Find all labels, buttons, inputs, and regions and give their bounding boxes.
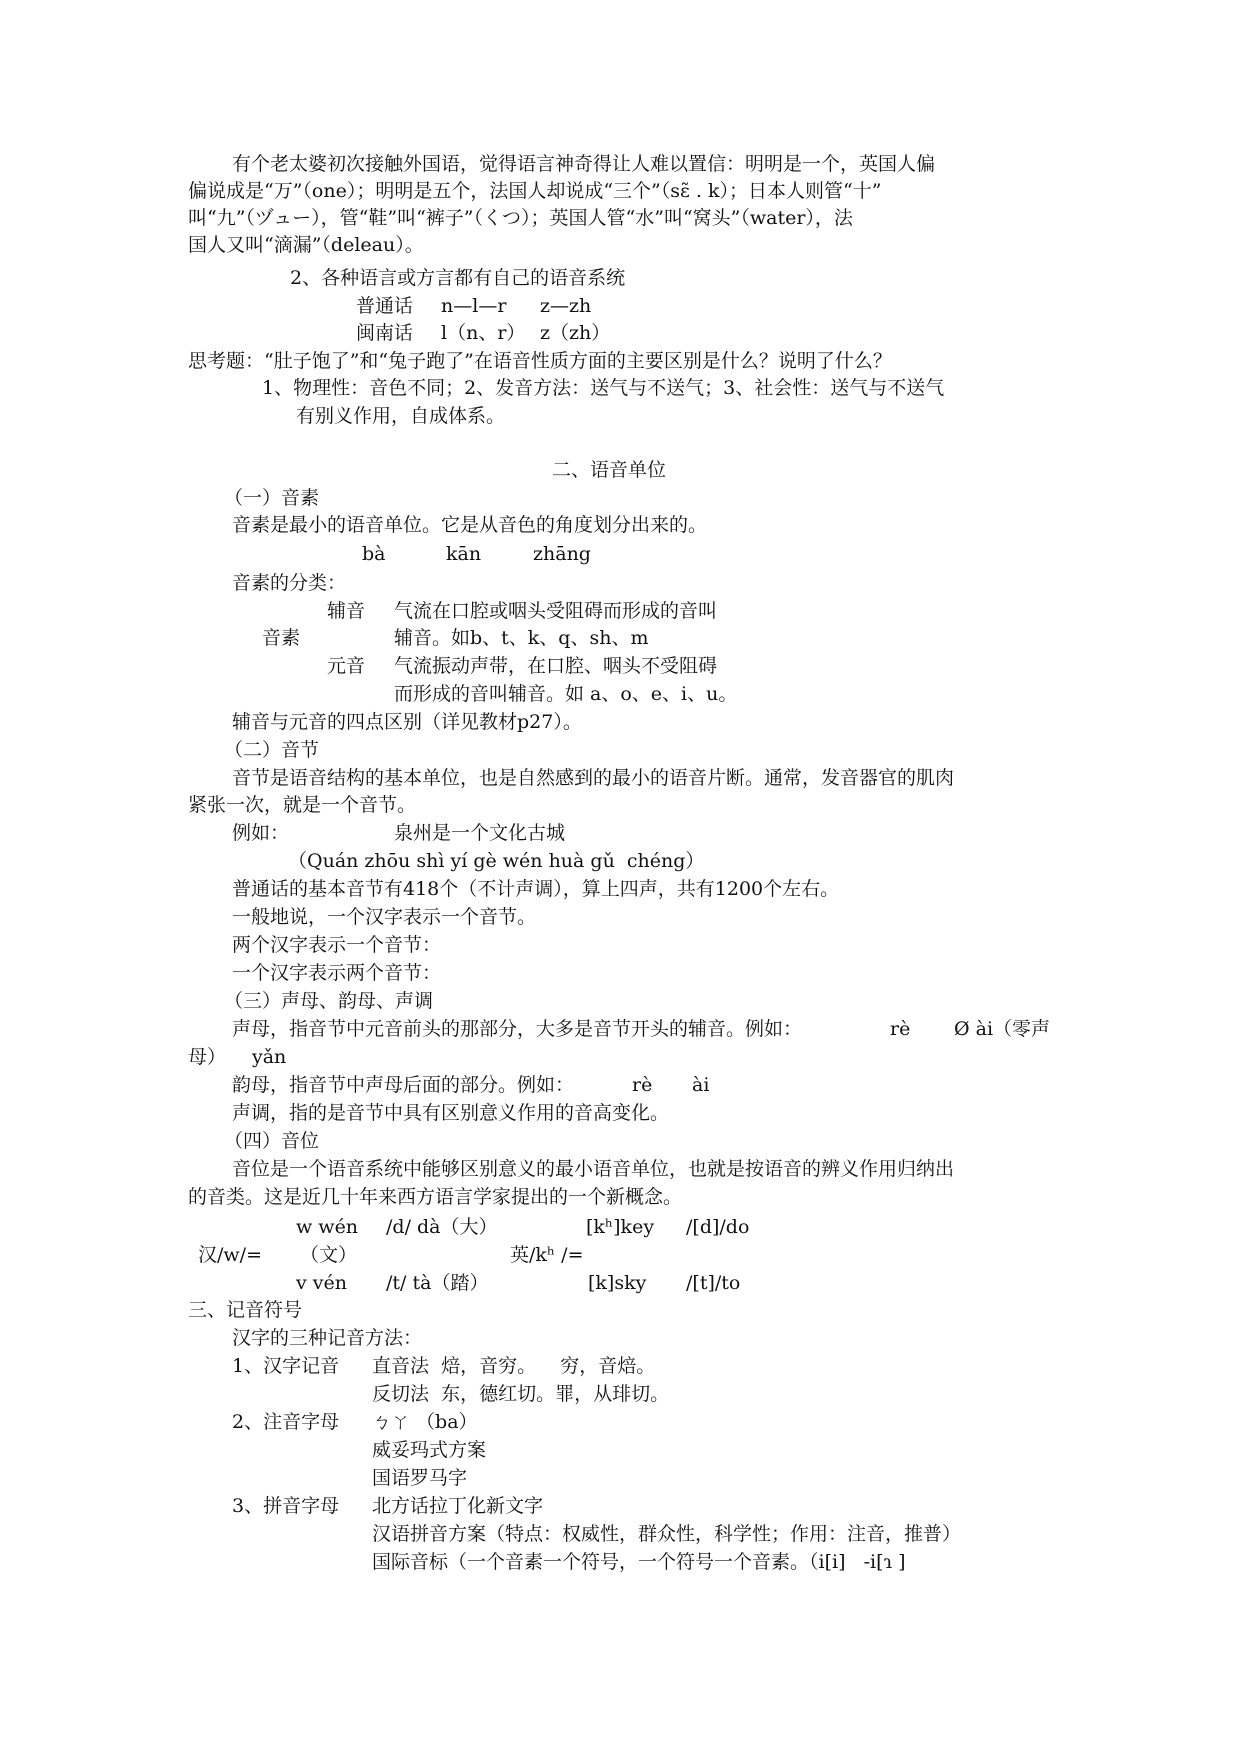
method2-a: ㄅㄚ （ba） bbox=[372, 1411, 478, 1433]
section2-title: 二、语音单位 bbox=[552, 459, 667, 481]
vowel-def-2: 而形成的音叫辅音。如 a、o、e、i、u。 bbox=[394, 683, 738, 705]
phonemes-r2c1: 汉/w/= bbox=[198, 1244, 262, 1266]
point2-row2-label: 闽南话 bbox=[356, 322, 414, 344]
syllable-example-text: 泉州是一个文化古城 bbox=[394, 822, 566, 844]
method3-label: 3、拼音字母 bbox=[232, 1495, 340, 1517]
phonemes-def-2: 的音类。这是近几十年来西方语言学家提出的一个新概念。 bbox=[188, 1186, 683, 1208]
method3-c: 国际音标（一个音素一个符号，一个符号一个音素。（i[i] -i[ɿ ] bbox=[372, 1551, 906, 1573]
intro-line-4: 国人又叫“滴漏”（deleau）。 bbox=[188, 234, 424, 256]
initial-example-3: yǎn bbox=[252, 1046, 287, 1068]
point2-row1-a: n—l—r bbox=[441, 295, 507, 317]
intro-line-1: 有个老太婆初次接触外国语，觉得语言神奇得让人难以置信：明明是一个，英国人偏 bbox=[232, 153, 936, 175]
phoneme-heading: （一）音素 bbox=[224, 487, 320, 509]
phonemes-heading: （四）音位 bbox=[224, 1130, 320, 1152]
phonemes-r3c3: [k]sky bbox=[588, 1272, 647, 1294]
point2-row2-a: l（n、r） bbox=[441, 322, 526, 344]
final-example-1: rè bbox=[632, 1074, 653, 1096]
point2-row2-b: z（zh） bbox=[540, 322, 611, 344]
method2-b: 威妥玛式方案 bbox=[372, 1439, 487, 1461]
phonemes-r1c1: w wén bbox=[296, 1216, 359, 1238]
method3-a: 北方话拉丁化新文字 bbox=[372, 1495, 544, 1517]
phoneme-example-1: bà bbox=[362, 543, 386, 565]
consonant-label: 辅音 bbox=[327, 600, 366, 622]
phoneme-example-2: kān bbox=[446, 543, 482, 565]
tone-def: 声调，指的是音节中具有区别意义作用的音高变化。 bbox=[232, 1102, 670, 1124]
phoneme-def: 音素是最小的语音单位。它是从音色的角度划分出来的。 bbox=[232, 514, 708, 536]
syllable-one-two: 一个汉字表示两个音节： bbox=[232, 962, 442, 984]
phonemes-r3c2: /t/ tà（踏） bbox=[386, 1272, 489, 1294]
syllable-def-2: 紧张一次，就是一个音节。 bbox=[188, 794, 417, 816]
phonemes-r1c4: /[d]/do bbox=[686, 1216, 750, 1238]
point2-row1-label: 普通话 bbox=[356, 295, 414, 317]
syllable-two-one: 两个汉字表示一个音节： bbox=[232, 934, 442, 956]
method2-c: 国语罗马字 bbox=[372, 1467, 468, 1489]
intro-line-3: 叫“九”（ヅュー），管“鞋”叫“裤子”（くつ）；英国人管“水”叫“窝头”（water），法 bbox=[188, 207, 853, 229]
final-def: 韵母，指音节中声母后面的部分。例如： bbox=[232, 1074, 575, 1096]
point2-row1-b: z—zh bbox=[540, 295, 592, 317]
syllable-example-label: 例如： bbox=[232, 822, 290, 844]
initial-def: 声母，指音节中元音前头的那部分，大多是音节开头的辅音。例如： bbox=[232, 1018, 803, 1040]
phonemes-r2c3: 英/kʰ /= bbox=[510, 1244, 584, 1266]
syllable-def-1: 音节是语音结构的基本单位，也是自然感到的最小的语音片断。通常，发音器官的肌肉 bbox=[232, 767, 955, 789]
question-text: 思考题：“肚子饱了”和“兔子跑了”在语音性质方面的主要区别是什么？说明了什么？ bbox=[188, 350, 892, 372]
point2-title: 2、各种语言或方言都有自己的语音系统 bbox=[290, 267, 626, 289]
phoneme-classify: 音素的分类： bbox=[232, 572, 347, 594]
vowel-label: 元音 bbox=[327, 655, 366, 677]
initials-heading: （三）声母、韵母、声调 bbox=[224, 990, 434, 1012]
syllable-count: 普通话的基本音节有418个（不计声调），算上四声，共有1200个左右。 bbox=[232, 878, 840, 900]
final-example-2: ài bbox=[692, 1074, 710, 1096]
phonemes-r1c3: [kʰ]key bbox=[586, 1216, 655, 1238]
question-answer-2: 有别义作用，自成体系。 bbox=[296, 405, 506, 427]
consonant-def-1: 气流在口腔或咽头受阻碍而形成的音叫 bbox=[394, 600, 718, 622]
section3-title: 三、记音符号 bbox=[188, 1299, 303, 1321]
consonant-def-2: 辅音。如b、t、k、q、sh、m bbox=[394, 627, 649, 649]
phoneme-center-label: 音素 bbox=[262, 627, 301, 649]
intro-line-2: 偏说成是“万”（one）；明明是五个，法国人却说成“三个”（sɛ̃ . k）；日本人则管“十” bbox=[188, 180, 882, 202]
phonemes-r1c2: /d/ dà（大） bbox=[386, 1216, 498, 1238]
syllable-example-pinyin: （Quán zhōu shì yí gè wén huà gǔ chéng） bbox=[288, 850, 705, 872]
syllable-general: 一般地说，一个汉字表示一个音节。 bbox=[232, 906, 537, 928]
method2-label: 2、注音字母 bbox=[232, 1411, 340, 1433]
method3-b: 汉语拼音方案（特点：权威性，群众性，科学性；作用：注音，推普） bbox=[372, 1523, 962, 1545]
initial-example-2: Ø ài（零声 bbox=[954, 1018, 1051, 1040]
phoneme-example-3: zhāng bbox=[533, 543, 591, 565]
phonemes-r3c4: /[t]/to bbox=[686, 1272, 741, 1294]
initial-cont: 母） bbox=[188, 1046, 227, 1068]
method1-label: 1、汉字记音 bbox=[232, 1355, 340, 1377]
method1-b: 反切法 东，德红切。罪，从琲切。 bbox=[372, 1383, 670, 1405]
question-answer-1: 1、物理性：音色不同；2、发音方法：送气与不送气；3、社会性：送气与不送气 bbox=[262, 377, 945, 399]
initial-example-1: rè bbox=[890, 1018, 911, 1040]
method1-a: 直音法 焙，音穷。 穷，音焙。 bbox=[372, 1355, 656, 1377]
phonemes-r2c2: （文） bbox=[300, 1244, 358, 1266]
vowel-def-1: 气流振动声带，在口腔、咽头不受阻碍 bbox=[394, 655, 718, 677]
phoneme-diff: 辅音与元音的四点区别（详见教材p27）。 bbox=[232, 711, 582, 733]
section3-intro: 汉字的三种记音方法： bbox=[232, 1327, 423, 1349]
syllable-heading: （二）音节 bbox=[224, 739, 320, 761]
phonemes-def-1: 音位是一个语音系统中能够区别意义的最小语音单位，也就是按语音的辨义作用归纳出 bbox=[232, 1158, 955, 1180]
phonemes-r3c1: v vén bbox=[296, 1272, 347, 1294]
